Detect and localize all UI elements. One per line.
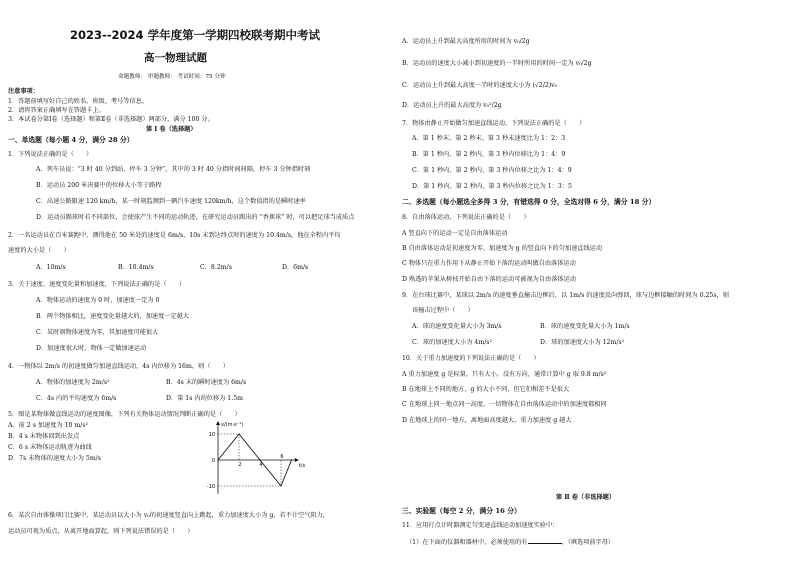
section2-title: 二、多选题（每小题选全多得 3 分，有错选得 0 分，全选对得 6 分，满分 18 分）: [402, 198, 656, 206]
q6-stem-cont: 运动员可视为质点，从离开地面算起，则下列说法错误的是（ ）: [8, 528, 194, 535]
q9-option-d: D．球的加速度大小为 12m/s²: [540, 339, 625, 346]
q7-option-c: C．第 1 秒内、第 2 秒内、第 3 秒内位移之比为 1：4：9: [412, 167, 572, 174]
velocity-data-point: [280, 485, 281, 486]
q5-option-c: C．6 s 末物体运动轨迹为曲线: [8, 444, 92, 451]
q4-option-a: A．物体的加速度为 2m/s²: [36, 379, 110, 386]
q2-option-a: A．10m/s: [36, 264, 66, 271]
velocity-line-segment: [218, 434, 239, 460]
q2-stem: 2．一名运动员在百米赛跑中，测得他在 50 米处的速度是 6m/s，10s 末到达终点时的速度为 10.4m/s，他在全程内平均: [8, 232, 341, 239]
q1-option-d: D．运动员踢球时若不同部位，会使球产生不同的运动轨迹，在研究运动员踢出的 “香蕉球” 时，可以把足球当成质点: [36, 214, 355, 221]
part1-title: 第 Ⅰ 卷（选择题）: [146, 126, 197, 133]
q6-option-b: B．运动员的速度大小减小到初速度的一半时所用的时间一定为 v₀/2g: [402, 60, 592, 67]
velocity-line-segment: [281, 460, 292, 486]
q2-stem-cont: 速度的大小是（ ）: [8, 247, 70, 254]
velocity-data-point: [217, 459, 218, 460]
q10-option-d: D 在地球上的同一地方，离地面高度越大，重力加速度 g 越大: [402, 417, 572, 424]
velocity-data-point: [291, 459, 292, 460]
q5-option-b: B．4 s 末物体回到出发点: [8, 433, 80, 440]
q11-sub1-prefix: （1）在下面的仪器和器材中，必须使用的有: [406, 539, 528, 546]
q6-stem: 6．某次自由体操项目比赛中，某运动员以大小为 v₀的初速度竖直向上跳起，重力加速度大小为 g，若不计空气阻力，: [8, 512, 329, 519]
q2-option-c: C．8.2m/s: [200, 264, 232, 271]
q5-stem: 5．图是某物体做直线运动的速度图像，下列有关物体运动情况判断正确的是（ ）: [8, 411, 241, 418]
q4-option-d: D．第 1s 内的位移为 1.5m: [166, 395, 243, 402]
section3-title: 三、实验题（每空 2 分，满分 16 分）: [402, 507, 521, 515]
q9-option-a: A．球的速度变化量大小为 3m/s: [412, 323, 502, 330]
velocity-data-point: [238, 433, 239, 434]
q5-option-d: D．7s 末物体的速度大小为 5m/s: [8, 455, 101, 462]
x-tick-label: 6: [280, 454, 284, 460]
q3-option-a: A．物体运动的速度为 0 时，加速度一定为 0: [36, 297, 160, 304]
q2-option-b: B．10.4m/s: [118, 264, 154, 271]
q9-option-c: C．球的加速度大小为 4m/s²: [412, 339, 492, 346]
notes-heading: 注意事项：: [8, 88, 39, 95]
velocity-time-graph: [196, 418, 306, 498]
q11-sub1-suffix: 。（填选项前字母）: [561, 539, 615, 546]
x-tick-label: 2: [238, 462, 242, 468]
q7-stem: 7．物体由静止开始做匀加速直线运动，下列说法正确的是（ ）: [402, 120, 586, 127]
q10-stem: 10．关于重力加速度的下列说法正确的是（ ）: [402, 355, 540, 362]
y-axis-label: v/(m·s⁻¹): [221, 422, 244, 428]
q6-option-d: D．运动员上升的最大高度为 v₀²/2g: [402, 102, 502, 109]
q10-option-c: C 在地球上同一地点同一高度，一切物体在自由落体运动中的加速度都相同: [402, 401, 607, 408]
velocity-data-point: [259, 459, 260, 460]
y-tick-label: -10: [206, 483, 215, 490]
q8-stem: 8．自由落体运动，下列说法正确的是（ ）: [402, 214, 530, 221]
q9-option-b: B．球的速度变化量大小为 1m/s: [540, 323, 630, 330]
note-item: 3．本试卷分第Ⅰ卷（选择题）和第Ⅱ卷（非选择题）两部分，满分 100 分。: [8, 116, 214, 123]
q7-option-b: B．第 1 秒内、第 2 秒内、第 3 秒内位移比为 1：4：9: [412, 151, 566, 158]
q3-option-b: B．两个物体相比，速度变化量越大的，加速度一定越大: [36, 313, 190, 320]
q10-option-b: B 在地球上不同的地方，g 的大小不同，但它们相差不是很大: [402, 386, 570, 393]
q6-option-a: A．运动员上升到最大高度所用的时间为 v₀/2g: [402, 38, 530, 45]
q1-option-a: A．列车员说：“3 时 40 分到站，停车 3 分钟”，其中的 3 时 40 分指时间间隔，停车 3 分钟指时刻: [36, 166, 311, 173]
x-axis-label: t/s: [298, 463, 306, 469]
q1-option-b: B．运动员 200 米决赛中的位移大小等于路程: [36, 182, 162, 189]
q9-stem: 9．在台球比赛中，某球以 2m/s 的速度垂直撞击边框后，以 1m/s 的速度反向弹回，球与边框接触的时间为 0.25s，则: [402, 292, 729, 299]
section1-title: 一、单选题（每小题 4 分，满分 28 分）: [8, 136, 134, 144]
q3-option-d: D．加速度很大时，物体一定做加速运动: [36, 345, 147, 352]
x-axis-arrow: [295, 458, 299, 462]
q11-sub1: [406, 538, 614, 546]
q4-option-b: B．4s 末的瞬时速度为 6m/s: [166, 379, 247, 386]
q2-option-d: D．6m/s: [282, 264, 309, 271]
velocity-line-segment: [260, 460, 281, 486]
q1-option-c: C．高速公路限速 120 km/h，某一时刻监测到一辆汽车速度 120km/h，这个数值指的是瞬时速率: [36, 198, 306, 205]
q11-stem: 11．应用打点计时器测定匀变速直线运动加速度实验中：: [402, 522, 559, 529]
q4-stem: 4．一物体以 2m/s 的初速度做匀加速直线运动，4s 内位移为 16m，则（ ）: [8, 363, 229, 370]
q8-option-d: D 熟透的苹果从树枝开始自由下落的运动可被视为自由落体运动: [402, 276, 576, 283]
note-item: 1．答题前填写好自己的姓名、班级、考号等信息。: [8, 98, 149, 105]
answer-blank[interactable]: [528, 538, 562, 544]
q8-option-b: B 自由落体运动是初速度为零、加速度为 g 的竖直向下的匀加速直线运动: [402, 245, 603, 252]
exam-subtitle: 高一物理试题: [144, 52, 207, 64]
q8-option-c: C 物体只在重力作用下从静止开始下落的运动叫做自由落体运动: [402, 260, 576, 267]
q9-stem-cont: 该撞击过程中（ ）: [412, 307, 474, 314]
q3-stem: 3．关于速度、速度变化量和加速度，下列说法正确的是（ ）: [8, 281, 186, 288]
q5-option-a: A．前 2 s 加速度为 10 m/s²: [8, 422, 89, 429]
q3-option-c: C．某时刻物体速度为零，其加速度可能很大: [36, 329, 159, 336]
q7-option-a: A．第 1 秒末、第 2 秒末、第 3 秒末速度比为 1：2：3: [412, 135, 566, 142]
q10-option-a: A 重力加速度 g 是标量，只有大小，没有方向，通常计算中 g 取 9.8 m/s²: [402, 371, 607, 378]
exam-meta: 命题教师： 审题教师： 考试时间：75 分钟: [118, 74, 226, 80]
q6-option-c: C．运动员上升到最大高度一半时的速度大小为 (√2/2)v₀: [402, 82, 558, 89]
note-item: 2．请将答案正确填写在答题卡上。: [8, 107, 105, 114]
part2-title: 第 Ⅱ 卷（非选择题）: [556, 494, 616, 501]
y-tick-label: 0: [211, 457, 215, 464]
q1-stem: 1．下列说法正确的是（ ）: [8, 151, 93, 158]
y-tick-label: 10: [208, 431, 215, 438]
q8-option-a: A 竖直向下的运动一定是自由落体运动: [402, 230, 508, 237]
velocity-line-segment: [239, 434, 260, 460]
y-axis-arrow: [216, 421, 220, 425]
q4-option-c: C．4s 内的平均速度为 6m/s: [36, 395, 117, 402]
x-tick-label: 4: [259, 462, 263, 468]
q7-option-d: D．第 1 秒内、第 2 秒内、第 3 秒内位移之比为 1：3：5: [412, 183, 572, 190]
exam-title: 2023--2024 学年度第一学期四校联考期中考试: [70, 28, 321, 42]
